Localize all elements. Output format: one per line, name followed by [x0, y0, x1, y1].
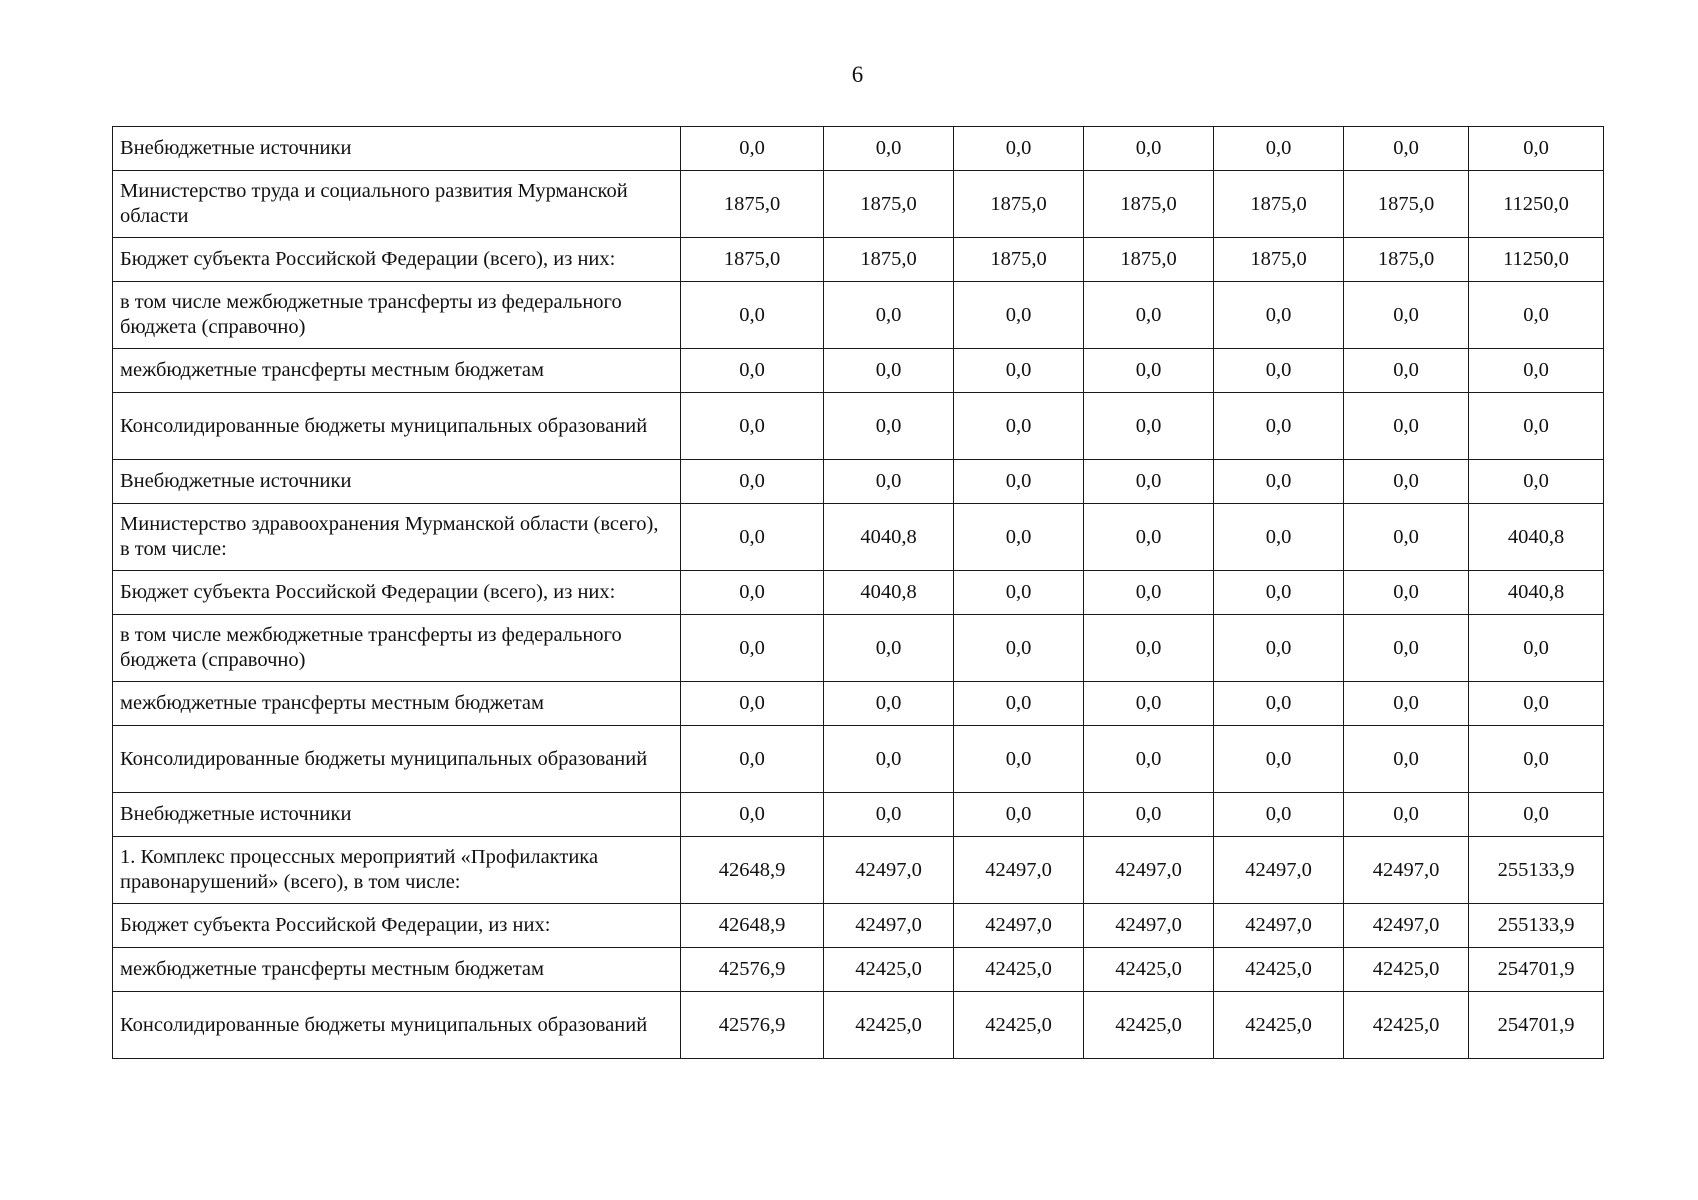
value-cell: 42425,0	[1344, 992, 1469, 1059]
value-cell: 42425,0	[1084, 948, 1214, 992]
value-cell: 42497,0	[954, 904, 1084, 948]
value-cell: 42497,0	[1214, 837, 1344, 904]
value-cell: 0,0	[1084, 460, 1214, 504]
value-cell: 42497,0	[1084, 904, 1214, 948]
value-cell: 0,0	[681, 460, 824, 504]
budget-table	[112, 126, 1604, 1059]
value-cell: 0,0	[681, 504, 824, 571]
row-label-cell: Бюджет субъекта Российской Федерации (всего), из них:	[113, 571, 681, 615]
value-cell: 0,0	[824, 349, 954, 393]
value-cell: 0,0	[1344, 682, 1469, 726]
row-label-cell: в том числе межбюджетные трансферты из федерального бюджета (справочно)	[113, 615, 681, 682]
table-row	[113, 282, 1604, 349]
value-cell: 0,0	[1344, 127, 1469, 171]
value-cell: 0,0	[681, 349, 824, 393]
value-cell: 0,0	[681, 393, 824, 460]
value-cell: 0,0	[1214, 504, 1344, 571]
value-cell: 42648,9	[681, 904, 824, 948]
value-cell: 42497,0	[1344, 904, 1469, 948]
value-cell: 0,0	[1084, 615, 1214, 682]
value-cell: 42497,0	[1214, 904, 1344, 948]
value-cell: 4040,8	[824, 571, 954, 615]
value-cell: 0,0	[1084, 682, 1214, 726]
value-cell: 1875,0	[1344, 238, 1469, 282]
table-row	[113, 504, 1604, 571]
row-label-cell: межбюджетные трансферты местным бюджетам	[113, 682, 681, 726]
table-row	[113, 682, 1604, 726]
table-row	[113, 837, 1604, 904]
value-cell: 0,0	[1214, 615, 1344, 682]
value-cell: 0,0	[1469, 682, 1604, 726]
row-label-cell: Бюджет субъекта Российской Федерации, из них:	[113, 904, 681, 948]
value-cell: 0,0	[1469, 615, 1604, 682]
value-cell: 1875,0	[824, 238, 954, 282]
value-cell: 0,0	[1214, 793, 1344, 837]
table-row	[113, 127, 1604, 171]
value-cell: 1875,0	[1084, 171, 1214, 238]
value-cell: 0,0	[1214, 282, 1344, 349]
value-cell: 0,0	[1214, 682, 1344, 726]
value-cell: 0,0	[954, 793, 1084, 837]
value-cell: 0,0	[1344, 571, 1469, 615]
row-label-cell: Консолидированные бюджеты муниципальных образований	[113, 393, 681, 460]
value-cell: 0,0	[681, 615, 824, 682]
table-row	[113, 171, 1604, 238]
value-cell: 0,0	[1214, 460, 1344, 504]
value-cell: 0,0	[1469, 282, 1604, 349]
table-row	[113, 460, 1604, 504]
value-cell: 0,0	[824, 460, 954, 504]
value-cell: 0,0	[954, 571, 1084, 615]
value-cell: 254701,9	[1469, 948, 1604, 992]
value-cell: 0,0	[1084, 282, 1214, 349]
value-cell: 0,0	[1469, 393, 1604, 460]
value-cell: 42425,0	[1084, 992, 1214, 1059]
value-cell: 0,0	[1469, 726, 1604, 793]
value-cell: 0,0	[1469, 793, 1604, 837]
value-cell: 0,0	[1469, 460, 1604, 504]
row-label-cell: Консолидированные бюджеты муниципальных образований	[113, 992, 681, 1059]
value-cell: 0,0	[1344, 393, 1469, 460]
table-row	[113, 793, 1604, 837]
value-cell: 1875,0	[1214, 238, 1344, 282]
value-cell: 42497,0	[954, 837, 1084, 904]
value-cell: 0,0	[824, 282, 954, 349]
value-cell: 255133,9	[1469, 904, 1604, 948]
value-cell: 0,0	[681, 682, 824, 726]
value-cell: 42425,0	[1214, 948, 1344, 992]
value-cell: 0,0	[1344, 615, 1469, 682]
value-cell: 42497,0	[824, 904, 954, 948]
value-cell: 0,0	[954, 615, 1084, 682]
value-cell: 0,0	[1214, 571, 1344, 615]
value-cell: 1875,0	[681, 171, 824, 238]
value-cell: 1875,0	[681, 238, 824, 282]
value-cell: 0,0	[1214, 393, 1344, 460]
value-cell: 1875,0	[1214, 171, 1344, 238]
page-number: 6	[851, 62, 864, 87]
value-cell: 1875,0	[1344, 171, 1469, 238]
value-cell: 42425,0	[1344, 948, 1469, 992]
value-cell: 42576,9	[681, 992, 824, 1059]
table-row	[113, 393, 1604, 460]
table-row	[113, 615, 1604, 682]
value-cell: 0,0	[681, 726, 824, 793]
value-cell: 0,0	[1084, 393, 1214, 460]
value-cell: 0,0	[824, 615, 954, 682]
value-cell: 0,0	[954, 349, 1084, 393]
table-body	[113, 127, 1604, 1059]
value-cell: 0,0	[681, 282, 824, 349]
value-cell: 0,0	[1469, 349, 1604, 393]
table-row	[113, 349, 1604, 393]
value-cell: 1875,0	[1084, 238, 1214, 282]
value-cell: 0,0	[1344, 282, 1469, 349]
value-cell: 0,0	[1344, 349, 1469, 393]
value-cell: 0,0	[1084, 349, 1214, 393]
value-cell: 4040,8	[824, 504, 954, 571]
row-label-cell: Внебюджетные источники	[113, 793, 681, 837]
value-cell: 0,0	[824, 127, 954, 171]
table-row	[113, 948, 1604, 992]
row-label-cell: Консолидированные бюджеты муниципальных образований	[113, 726, 681, 793]
value-cell: 1875,0	[954, 238, 1084, 282]
value-cell: 42425,0	[954, 948, 1084, 992]
value-cell: 0,0	[954, 504, 1084, 571]
value-cell: 0,0	[1469, 127, 1604, 171]
row-label-cell: Внебюджетные источники	[113, 460, 681, 504]
value-cell: 0,0	[1084, 726, 1214, 793]
value-cell: 4040,8	[1469, 571, 1604, 615]
row-label-cell: межбюджетные трансферты местным бюджетам	[113, 948, 681, 992]
value-cell: 254701,9	[1469, 992, 1604, 1059]
value-cell: 42425,0	[1214, 992, 1344, 1059]
budget-table-container	[112, 126, 1603, 1059]
value-cell: 42497,0	[1084, 837, 1214, 904]
value-cell: 0,0	[954, 393, 1084, 460]
value-cell: 0,0	[954, 726, 1084, 793]
value-cell: 0,0	[681, 571, 824, 615]
value-cell: 0,0	[1344, 793, 1469, 837]
value-cell: 0,0	[1344, 504, 1469, 571]
value-cell: 0,0	[1344, 460, 1469, 504]
value-cell: 42497,0	[1344, 837, 1469, 904]
value-cell: 0,0	[1344, 726, 1469, 793]
row-label-cell: Министерство здравоохранения Мурманской области (всего), в том числе:	[113, 504, 681, 571]
value-cell: 42425,0	[954, 992, 1084, 1059]
row-label-cell: 1. Комплекс процессных мероприятий «Профилактика правонарушений» (всего), в том числе:	[113, 837, 681, 904]
value-cell: 0,0	[824, 393, 954, 460]
row-label-cell: в том числе межбюджетные трансферты из федерального бюджета (справочно)	[113, 282, 681, 349]
value-cell: 0,0	[824, 726, 954, 793]
value-cell: 42425,0	[824, 992, 954, 1059]
value-cell: 1875,0	[824, 171, 954, 238]
value-cell: 0,0	[824, 682, 954, 726]
value-cell: 11250,0	[1469, 171, 1604, 238]
value-cell: 0,0	[954, 282, 1084, 349]
table-row	[113, 571, 1604, 615]
table-row	[113, 904, 1604, 948]
value-cell: 0,0	[1214, 127, 1344, 171]
value-cell: 1875,0	[954, 171, 1084, 238]
row-label-cell: межбюджетные трансферты местным бюджетам	[113, 349, 681, 393]
value-cell: 0,0	[1084, 127, 1214, 171]
table-row	[113, 992, 1604, 1059]
value-cell: 42497,0	[824, 837, 954, 904]
row-label-cell: Министерство труда и социального развития Мурманской области	[113, 171, 681, 238]
value-cell: 0,0	[1084, 793, 1214, 837]
row-label-cell: Внебюджетные источники	[113, 127, 681, 171]
table-row	[113, 726, 1604, 793]
value-cell: 0,0	[681, 127, 824, 171]
value-cell: 0,0	[1214, 726, 1344, 793]
value-cell: 0,0	[1084, 504, 1214, 571]
value-cell: 0,0	[1084, 571, 1214, 615]
value-cell: 255133,9	[1469, 837, 1604, 904]
value-cell: 42648,9	[681, 837, 824, 904]
table-row	[113, 238, 1604, 282]
value-cell: 11250,0	[1469, 238, 1604, 282]
value-cell: 4040,8	[1469, 504, 1604, 571]
value-cell: 0,0	[1214, 349, 1344, 393]
value-cell: 0,0	[824, 793, 954, 837]
value-cell: 0,0	[681, 793, 824, 837]
value-cell: 42576,9	[681, 948, 824, 992]
value-cell: 42425,0	[824, 948, 954, 992]
value-cell: 0,0	[954, 127, 1084, 171]
value-cell: 0,0	[954, 460, 1084, 504]
row-label-cell: Бюджет субъекта Российской Федерации (всего), из них:	[113, 238, 681, 282]
value-cell: 0,0	[954, 682, 1084, 726]
